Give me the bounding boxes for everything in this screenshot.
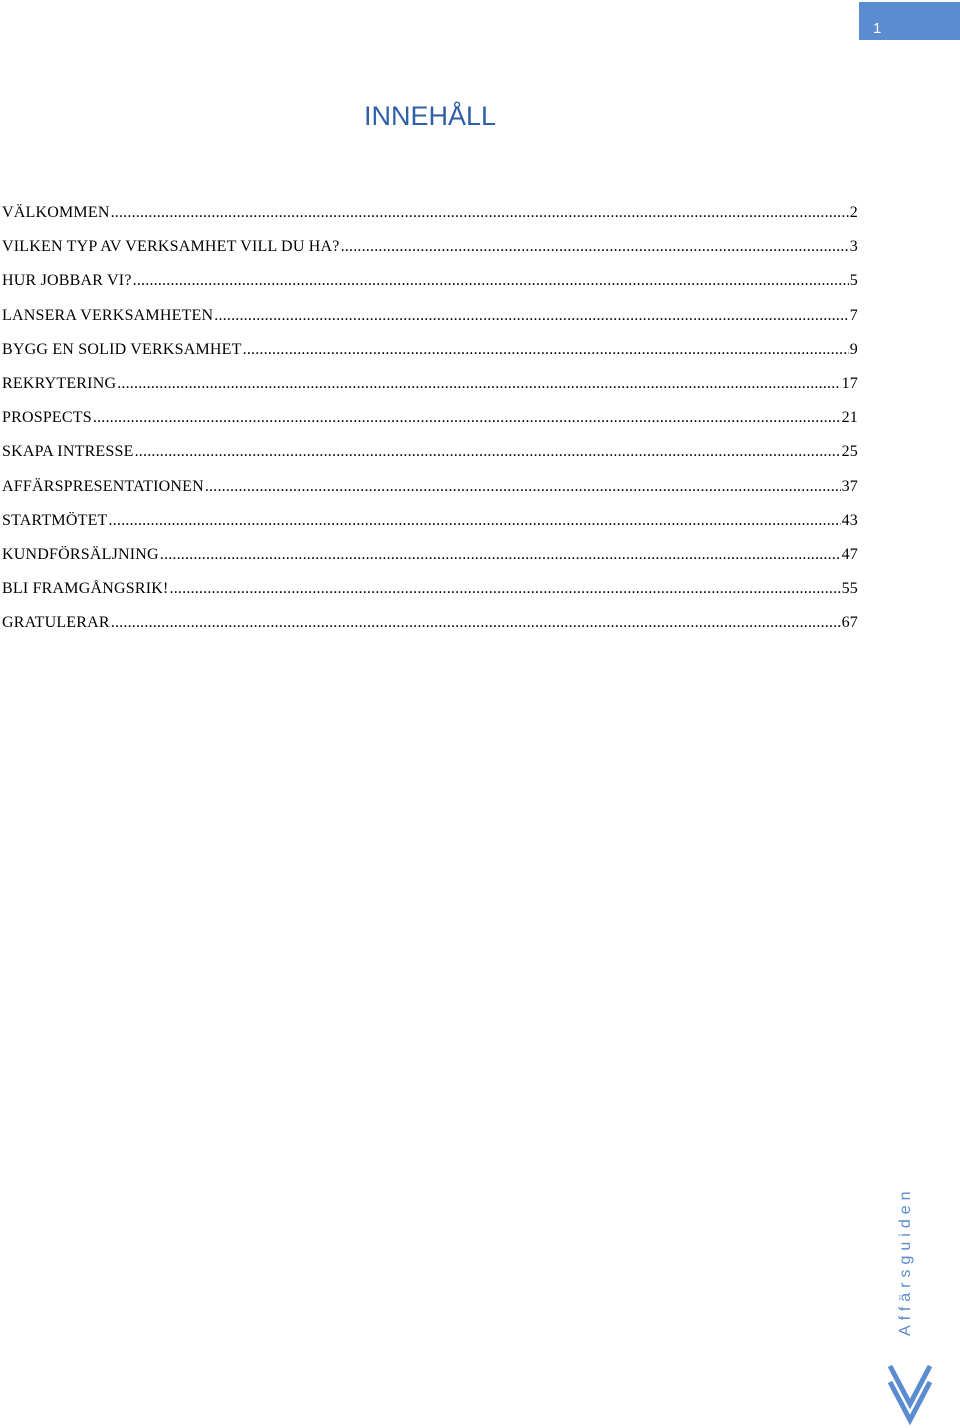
toc-entry-label: PROSPECTS — [2, 409, 92, 427]
toc-entry[interactable] — [2, 578, 858, 612]
toc-entry[interactable] — [2, 202, 858, 236]
toc-entry[interactable] — [2, 339, 858, 373]
toc-entry-page: 47 — [841, 545, 858, 563]
toc-entry[interactable] — [2, 510, 858, 544]
toc-dot-leader — [205, 476, 841, 498]
toc-entry-page: 17 — [841, 374, 858, 392]
toc-entry-page: 5 — [849, 272, 858, 290]
table-of-contents — [2, 202, 858, 646]
toc-dot-leader — [111, 202, 849, 224]
toc-entry-label: AFFÄRSPRESENTATIONEN — [2, 477, 204, 495]
toc-entry-page: 3 — [849, 238, 858, 256]
toc-entry-label: LANSERA VERKSAMHETEN — [2, 306, 214, 324]
toc-entry-page: 9 — [849, 340, 858, 358]
toc-dot-leader — [117, 373, 840, 395]
page-number-badge — [859, 2, 960, 40]
toc-title: INNEHÅLL — [363, 101, 497, 131]
toc-dot-leader — [170, 578, 841, 600]
toc-entry-page: 2 — [849, 204, 858, 221]
toc-entry-page: 67 — [841, 614, 858, 632]
toc-entry[interactable] — [2, 476, 858, 510]
toc-entry-label: REKRYTERING — [2, 374, 117, 392]
toc-entry[interactable] — [2, 407, 858, 441]
toc-entry-label: BLI FRAMGÅNGSRIK! — [2, 580, 169, 598]
page-number: 1 — [873, 20, 882, 37]
toc-entry-label: VILKEN TYP AV VERKSAMHET VILL DU HA? — [2, 238, 340, 256]
toc-dot-leader — [160, 544, 841, 566]
toc-entry-page: 43 — [841, 511, 858, 529]
toc-entry-label: GRATULERAR — [2, 614, 110, 632]
toc-dot-leader — [111, 612, 841, 634]
toc-entry-label: SKAPA INTRESSE — [2, 443, 134, 461]
toc-entry-label: KUNDFÖRSÄLJNING — [2, 545, 159, 563]
toc-entry-page: 37 — [841, 477, 858, 495]
toc-entry[interactable] — [2, 270, 858, 304]
toc-dot-leader — [93, 407, 841, 429]
toc-entry-label: STARTMÖTET — [2, 511, 108, 529]
brand-side-text: Affärsguiden — [897, 1186, 914, 1336]
toc-entry-page: 7 — [849, 306, 858, 324]
toc-dot-leader — [133, 270, 849, 292]
toc-entry[interactable] — [2, 441, 858, 475]
toc-entry[interactable] — [2, 373, 858, 407]
toc-dot-leader — [109, 510, 841, 532]
toc-entry-page: 55 — [841, 580, 858, 598]
toc-entry-page: 25 — [841, 443, 858, 461]
toc-entry-label: HUR JOBBAR VI? — [2, 272, 132, 290]
toc-entry[interactable] — [2, 236, 858, 270]
toc-dot-leader — [243, 339, 849, 361]
toc-entry-label: BYGG EN SOLID VERKSAMHET — [2, 340, 242, 358]
toc-entry[interactable] — [2, 544, 858, 578]
toc-dot-leader — [214, 305, 849, 327]
toc-entry[interactable] — [2, 612, 858, 646]
toc-entry-page: 21 — [841, 409, 858, 427]
toc-entry-label: VÄLKOMMEN — [2, 204, 110, 221]
toc-entry[interactable] — [2, 305, 858, 339]
toc-dot-leader — [135, 441, 841, 463]
toc-dot-leader — [341, 236, 849, 258]
double-chevron-icon — [886, 1360, 934, 1426]
